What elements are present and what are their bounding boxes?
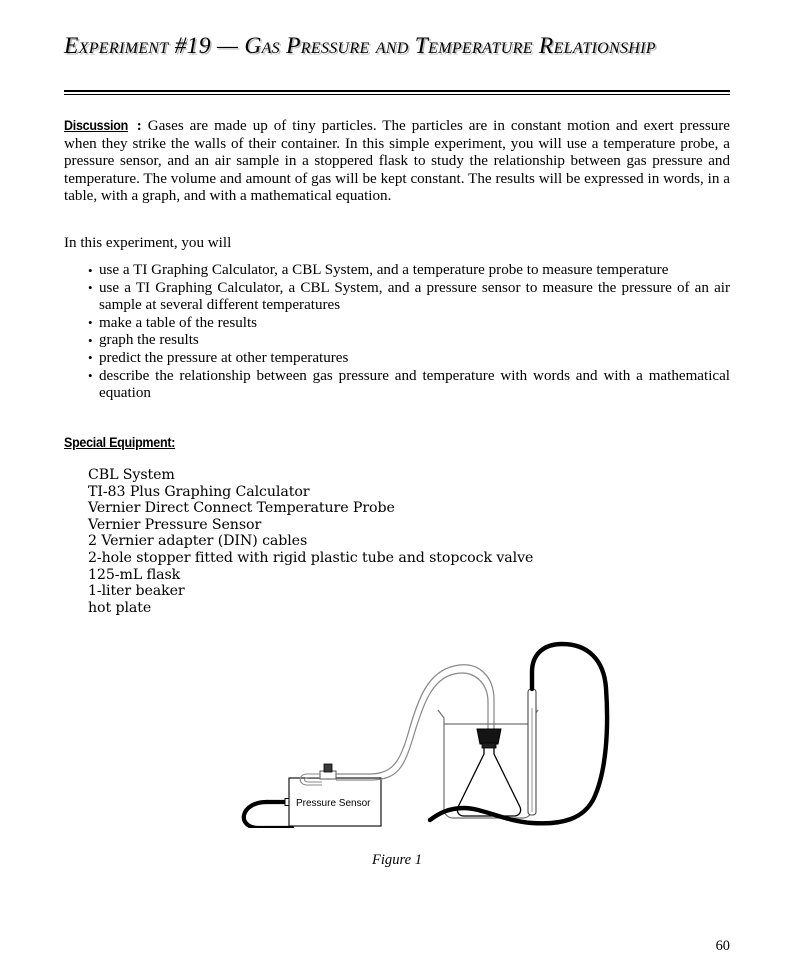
stopper-collar <box>482 743 496 748</box>
page-number: 60 <box>715 938 730 954</box>
objectives-list <box>64 262 730 403</box>
objectives-list-wrap <box>64 262 730 403</box>
special-equipment-heading: Special Equipment: <box>64 435 176 451</box>
list-item: hot plate <box>88 599 152 616</box>
list-item: CBL System <box>88 467 175 483</box>
list-item: • graph the results <box>64 332 730 350</box>
list-item: • describe the relationship between gas pressure and temperature with words and with a mathematical equation <box>64 368 730 403</box>
discussion-section <box>64 118 730 206</box>
discussion-text: Gases are made up of tiny particles. The particles are in constant motion and exert pressure when they strike the walls of their container. In this simple experiment, you will use a temperature probe, a pressure sensor, and an air sample in a stoppered flask to study the relationship between gas pressure and temperature. The volume and amount of gas will be kept constant. The results will be expressed in words, in a table, with a graph, and with a mathematical equation. <box>64 118 730 205</box>
pressure-sensor-label: Pressure Sensor <box>296 798 371 809</box>
list-item: • use a TI Graphing Calculator, a CBL System, and a temperature probe to measure temperature <box>64 262 730 280</box>
discussion-label-colon: : <box>136 118 142 134</box>
apparatus-diagram-svg <box>232 622 636 828</box>
objectives-intro: In this experiment, you will <box>64 235 232 251</box>
page-title: Experiment #19 — Gas Pressure and Temperature Relationship <box>64 33 656 59</box>
figure-caption: Figure 1 <box>371 852 423 868</box>
temperature-probe-cable <box>430 644 607 823</box>
title-divider-thick <box>64 90 730 92</box>
list-item: • use a TI Graphing Calculator, a CBL System, and a pressure sensor to measure the pressure of an air sample at several different temperatures <box>64 280 730 315</box>
special-equipment-list <box>88 467 533 616</box>
stopcock-valve-icon <box>324 764 332 772</box>
list-item: 2 Vernier adapter (DIN) cables <box>88 533 308 550</box>
discussion-paragraph <box>64 118 730 206</box>
list-item: 2-hole stopper fitted with rigid plastic tube and stopcock valve <box>88 549 534 566</box>
objectives-intro-wrap <box>64 235 730 253</box>
tubing-outer-wall <box>336 665 494 774</box>
list-item: • predict the pressure at other temperatures <box>64 350 730 368</box>
list-item: 1-liter beaker <box>88 583 185 600</box>
list-item: TI-83 Plus Graphing Calculator <box>88 483 310 500</box>
list-item: 125-mL flask <box>88 566 181 583</box>
title-divider <box>64 90 730 95</box>
tubing-inner-wall <box>336 673 488 780</box>
rubber-stopper <box>477 729 501 744</box>
apparatus-figure <box>232 622 636 828</box>
list-item: • make a table of the results <box>64 315 730 333</box>
discussion-label: Discussion <box>64 118 128 134</box>
list-item: Vernier Pressure Sensor <box>88 516 262 533</box>
list-item: Vernier Direct Connect Temperature Probe <box>88 500 395 517</box>
title-block <box>64 32 730 60</box>
title-divider-thin <box>64 94 730 95</box>
